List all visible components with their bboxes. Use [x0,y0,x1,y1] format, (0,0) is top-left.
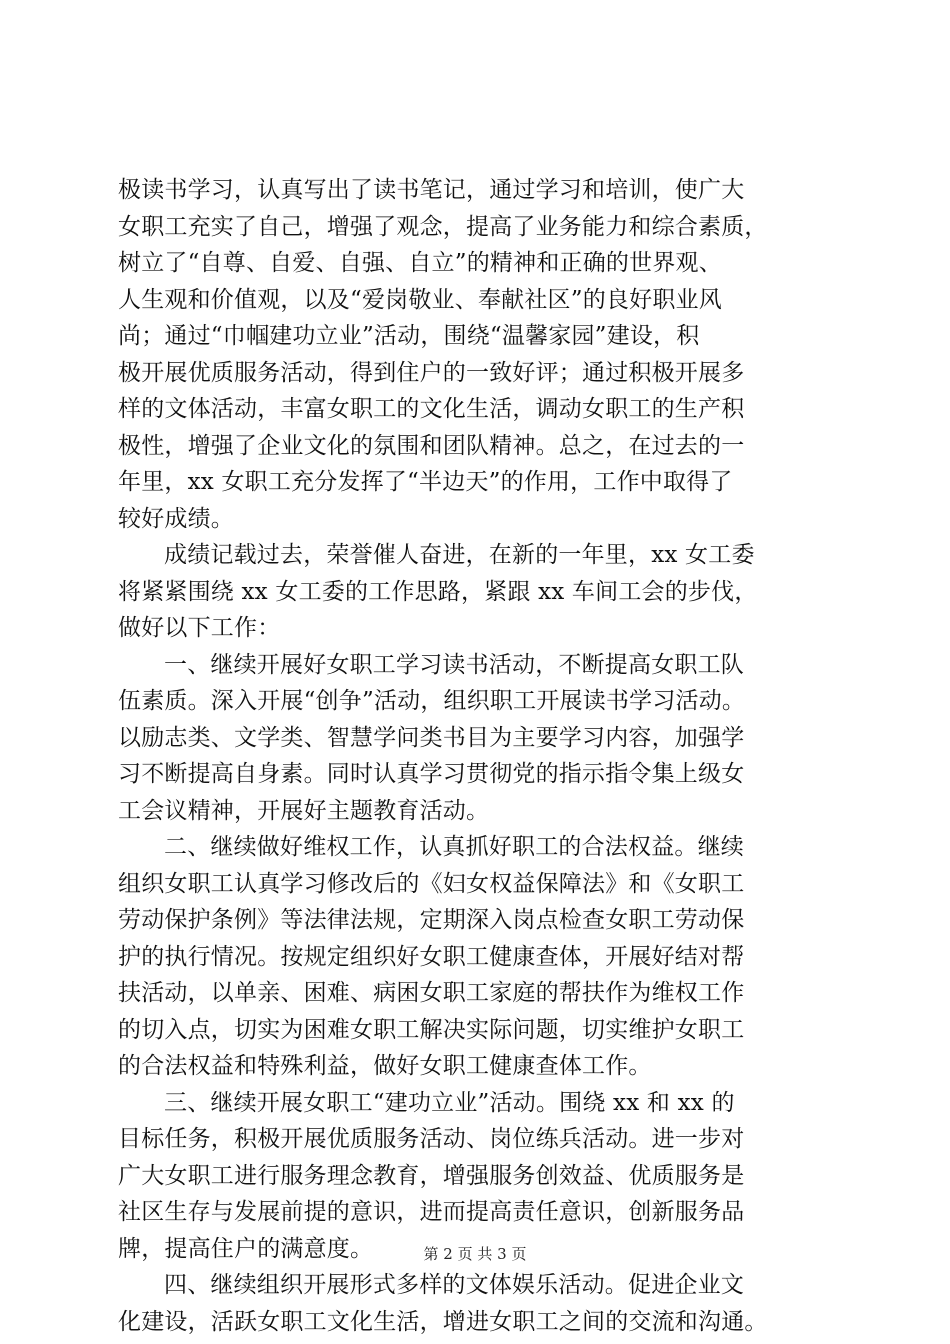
text-line: 极读书学习，认真写出了读书笔记，通过学习和培训，使广大 [118,177,745,203]
text-line: 女职工充实了自己，增强了观念，提高了业务能力和综合素质， [118,213,768,240]
paragraph-start-line: 四、继续组织开展形式多样的文体娱乐活动。促进企业文 [164,1272,744,1298]
text-line: 牌，提高住户的满意度。 [118,1235,374,1262]
text-line: 以励志类、文学类、智慧学问类书目为主要学习内容，加强学 [118,724,745,751]
text-line: 组织女职工认真学习修改后的《妇女权益保障法》和《女职工 [118,870,745,897]
text-line: 做好以下工作： [118,615,281,641]
text-line: 目标任务，积极开展优质服务活动、岗位练兵活动。进一步对 [118,1126,745,1152]
paragraph-start-line: 三、继续开展女职工“建功立业”活动。围绕 xx 和 xx 的 [164,1089,735,1116]
text-line: 极开展优质服务活动，得到住户的一致好评；通过积极开展多 [118,359,745,386]
text-line: 扶活动，以单亲、困难、病困女职工家庭的帮扶作为维权工作 [118,980,745,1006]
text-line: 年里，xx 女职工充分发挥了“半边天”的作用，工作中取得了 [118,469,733,495]
text-line: 的切入点，切实为困难女职工解决实际问题，切实维护女职工 [118,1016,745,1043]
text-line: 人生观和价值观，以及“爱岗敬业、奉献社区”的良好职业风 [118,286,722,313]
text-line: 护的执行情况。按规定组织好女职工健康查体，开展好结对帮 [118,943,745,970]
text-line: 化建设，活跃女职工文化生活，增进女职工之间的交流和沟通。 [118,1308,768,1335]
text-line: 将紧紧围绕 xx 女工委的工作思路，紧跟 xx 车间工会的步伐， [118,578,758,605]
text-line: 广大女职工进行服务理念教育，增强服务创效益、优质服务是 [118,1162,745,1189]
text-line: 极性，增强了企业文化的氛围和团队精神。总之，在过去的一 [118,432,745,459]
text-line: 样的文体活动，丰富女职工的文化生活，调动女职工的生产积 [118,396,745,422]
text-line: 劳动保护条例》等法律法规，定期深入岗点检查女职工劳动保 [118,907,745,933]
text-line: 社区生存与发展前提的意识，进而提高责任意识，创新服务品 [118,1199,745,1225]
text-line: 树立了“自尊、自爱、自强、自立”的精神和正确的世界观、 [118,250,722,276]
paragraph-start-line: 一、继续开展好女职工学习读书活动，不断提高女职工队 [164,651,744,678]
text-line: 工会议精神，开展好主题教育活动。 [118,797,490,824]
paragraph-start-line: 成绩记载过去，荣誉催人奋进，在新的一年里，xx 女工委 [164,542,755,568]
text-line: 较好成绩。 [118,505,234,532]
text-line: 习不断提高自身素。同时认真学习贯彻党的指示指令集上级女 [118,761,745,787]
paragraph-start-line: 二、继续做好维权工作，认真抓好职工的合法权益。继续 [164,834,744,860]
text-line: 尚；通过“巾帼建功立业”活动，围绕“温馨家园”建设，积 [118,323,700,349]
text-line: 伍素质。深入开展“创争”活动，组织职工开展读书学习活动。 [118,688,746,714]
document-body [118,172,838,1340]
text-line: 的合法权益和特殊利益，做好女职工健康查体工作。 [118,1053,652,1079]
page-number-footer: 第 2 页 共 3 页 [423,1245,527,1263]
